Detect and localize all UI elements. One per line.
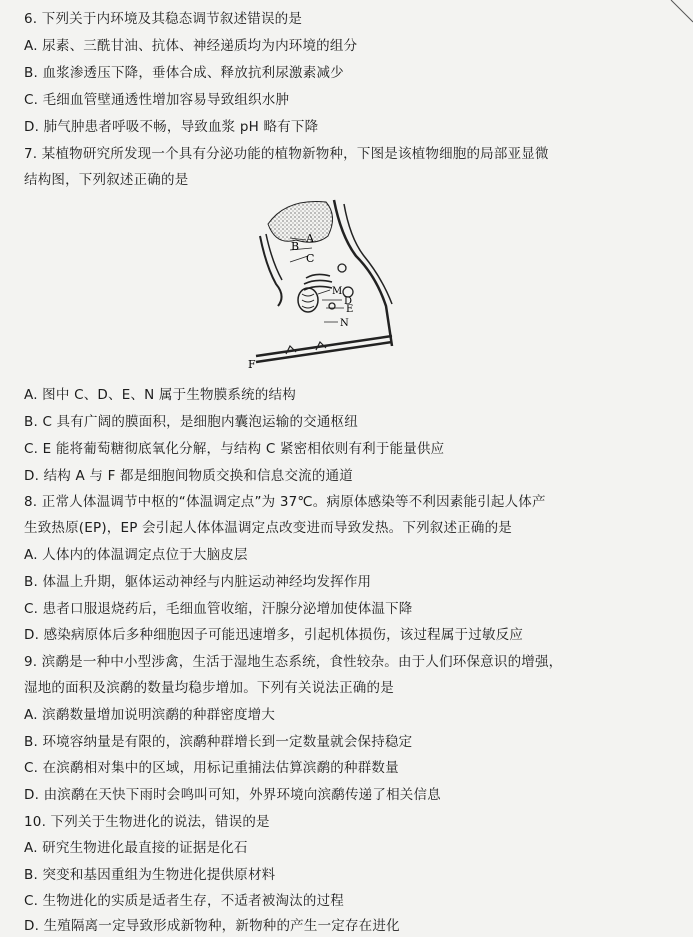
q10-option-a: A. 研究生物进化最直接的证据是化石 — [24, 840, 248, 856]
cell-ultrastructure-figure — [246, 196, 396, 372]
label-b: B — [291, 240, 300, 253]
q6-option-c: C. 毛细血管壁通透性增加容易导致组织水肿 — [24, 92, 290, 108]
q9-option-b: B. 环境容纳量是有限的，滨鹬种群增长到一定数量就会保持稳定 — [24, 734, 413, 750]
q10-option-d: D. 生殖隔离一定导致形成新物种，新物种的产生一定存在进化 — [24, 918, 400, 934]
q10-stem: 10. 下列关于生物进化的说法，错误的是 — [24, 814, 270, 830]
q7-option-d: D. 结构 A 与 F 都是细胞间物质交换和信息交流的通道 — [24, 468, 353, 484]
q7-stem-line2: 结构图，下列叙述正确的是 — [24, 172, 189, 188]
q7-option-a: A. 图中 C、D、E、N 属于生物膜系统的结构 — [24, 387, 296, 403]
q7-option-b: B. C 具有广阔的膜面积，是细胞内囊泡运输的交通枢纽 — [24, 414, 358, 430]
plasmodesma — [256, 336, 392, 362]
label-d: D — [344, 296, 353, 307]
q10-option-b: B. 突变和基因重组为生物进化提供原材料 — [24, 867, 276, 883]
q9-option-a: A. 滨鹬数量增加说明滨鹬的种群密度增大 — [24, 707, 276, 723]
q6-option-d: D. 肺气肿患者呼吸不畅，导致血浆 pH 略有下降 — [24, 119, 319, 135]
q10-option-c: C. 生物进化的实质是适者生存，不适者被淘汰的过程 — [24, 893, 345, 909]
vesicle — [338, 264, 346, 272]
q9-stem-line2: 湿地的面积及滨鹬的数量均稳步增加。下列有关说法正确的是 — [24, 680, 394, 696]
nucleus-region — [268, 201, 333, 242]
label-f: F — [248, 358, 256, 371]
q8-option-b: B. 体温上升期，躯体运动神经与内脏运动神经均发挥作用 — [24, 574, 372, 590]
label-c: C — [306, 252, 315, 265]
q9-stem-line1: 9. 滨鹬是一种中小型涉禽，生活于湿地生态系统，食性较杂。由于人们环保意识的增强， — [24, 654, 563, 670]
q9-option-c: C. 在滨鹬相对集中的区域，用标记重捕法估算滨鹬的种群数量 — [24, 760, 399, 776]
q8-option-c: C. 患者口服退烧药后，毛细血管收缩，汗腺分泌增加使体温下降 — [24, 601, 413, 617]
q8-stem-line1: 8. 正常人体温调节中枢的“体温调定点”为 37℃。病原体感染等不利因素能引起人体产 — [24, 494, 546, 510]
label-e: E — [346, 304, 354, 315]
q6-stem: 6. 下列关于内环境及其稳态调节叙述错误的是 — [24, 11, 303, 27]
label-n: N — [340, 318, 349, 329]
q8-option-d: D. 感染病原体后多种细胞因子可能迅速增多，引起机体损伤，该过程属于过敏反应 — [24, 627, 524, 643]
cell-diagram — [246, 196, 396, 372]
q8-stem-line2: 生致热原(EP)，EP 会引起人体体温调定点改变进而导致发热。下列叙述正确的是 — [24, 520, 512, 536]
q9-option-d: D. 由滨鹬在天快下雨时会鸣叫可知，外界环境向滨鹬传递了相关信息 — [24, 787, 441, 803]
q7-stem-line1: 7. 某植物研究所发现一个具有分泌功能的植物新物种，下图是该植物细胞的局部亚显微 — [24, 146, 549, 162]
q7-option-c: C. E 能将葡萄糖彻底氧化分解，与结构 C 紧密相依则有利于能量供应 — [24, 441, 445, 457]
label-m: M — [332, 286, 343, 297]
q6-option-a: A. 尿素、三酰甘油、抗体、神经递质均为内环境的组分 — [24, 38, 358, 54]
q8-option-a: A. 人体内的体温调定点位于大脑皮层 — [24, 547, 248, 563]
q6-option-b: B. 血浆渗透压下降，垂体合成、释放抗利尿激素减少 — [24, 65, 344, 81]
label-a: A — [306, 232, 314, 245]
